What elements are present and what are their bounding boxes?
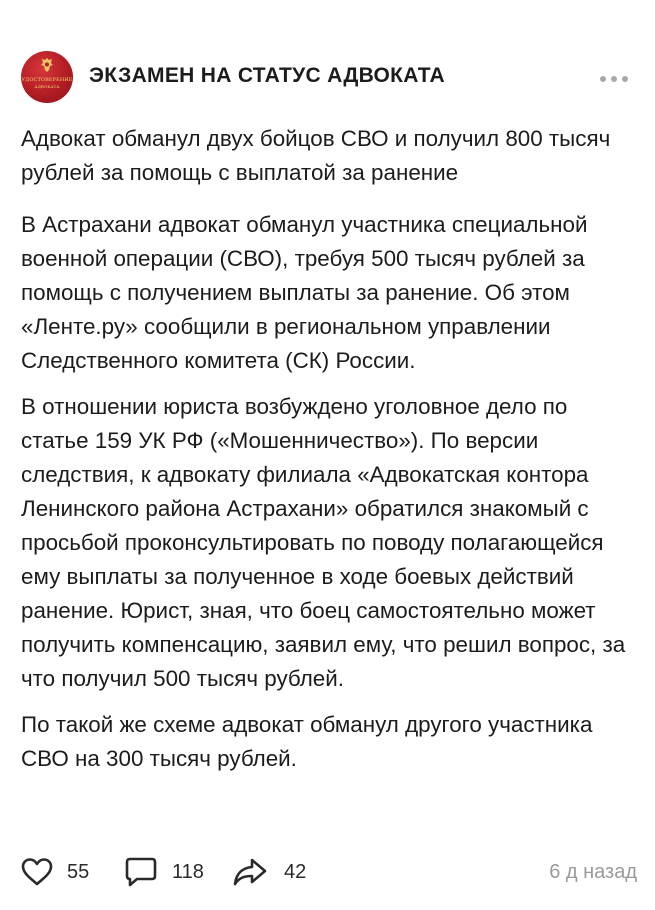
share-arrow-icon xyxy=(232,856,268,888)
emblem-icon xyxy=(40,57,54,73)
more-options-button[interactable] xyxy=(599,69,633,87)
comment-count: 118 xyxy=(172,861,204,883)
avatar-text-line2: АДВОКАТА xyxy=(34,84,60,89)
channel-avatar[interactable] xyxy=(21,51,73,103)
share-button[interactable] xyxy=(232,856,312,888)
comment-bubble-icon xyxy=(124,856,158,888)
post-title: Адвокат обманул двух бойцов СВО и получил 800 тысяч рублей за помощь с выплатой за ранение xyxy=(21,126,611,185)
like-count: 55 xyxy=(67,861,90,883)
more-dots-icon xyxy=(600,76,606,82)
post-timestamp: 6 д назад xyxy=(549,861,637,883)
post-paragraph: В Астрахани адвокат обманул участника специальной военной операции (СВО), требуя 500 тысяч рублей за помощь с получением выплаты за ранение. Об этом «Ленте.ру» сообщили в региональном управлении Следственного комитета (СК) России. xyxy=(21,212,588,373)
post-paragraph: В отношении юриста возбуждено уголовное дело по статье 159 УК РФ («Мошенничество»). По версии следствия, к адвокату филиала «Адвокатская контора Ленинского района Астрахани» обратился знакомый с просьбой проконсультировать по поводу полагающейся ему выплаты за полученное в ходе боевых действий ранение. Юрист, зная, что боец самостоятельно может получить компенсацию, заявил ему, что решил вопрос, за что получил 500 тысяч рублей. xyxy=(21,394,626,691)
post-header xyxy=(21,51,635,103)
channel-name[interactable]: ЭКЗАМЕН НА СТАТУС АДВОКАТА xyxy=(89,64,445,87)
more-dots-icon xyxy=(611,76,617,82)
share-count: 42 xyxy=(284,861,307,883)
more-dots-icon xyxy=(622,76,628,82)
heart-icon xyxy=(20,856,54,888)
comment-button[interactable] xyxy=(124,856,214,888)
like-button[interactable] xyxy=(20,856,100,888)
post-paragraph: По такой же схеме адвокат обманул другого участника СВО на 300 тысяч рублей. xyxy=(21,712,593,771)
post-footer xyxy=(0,850,655,894)
avatar-text-line1: УДОСТОВЕРЕНИЕ xyxy=(21,77,73,83)
post-body xyxy=(21,122,641,776)
